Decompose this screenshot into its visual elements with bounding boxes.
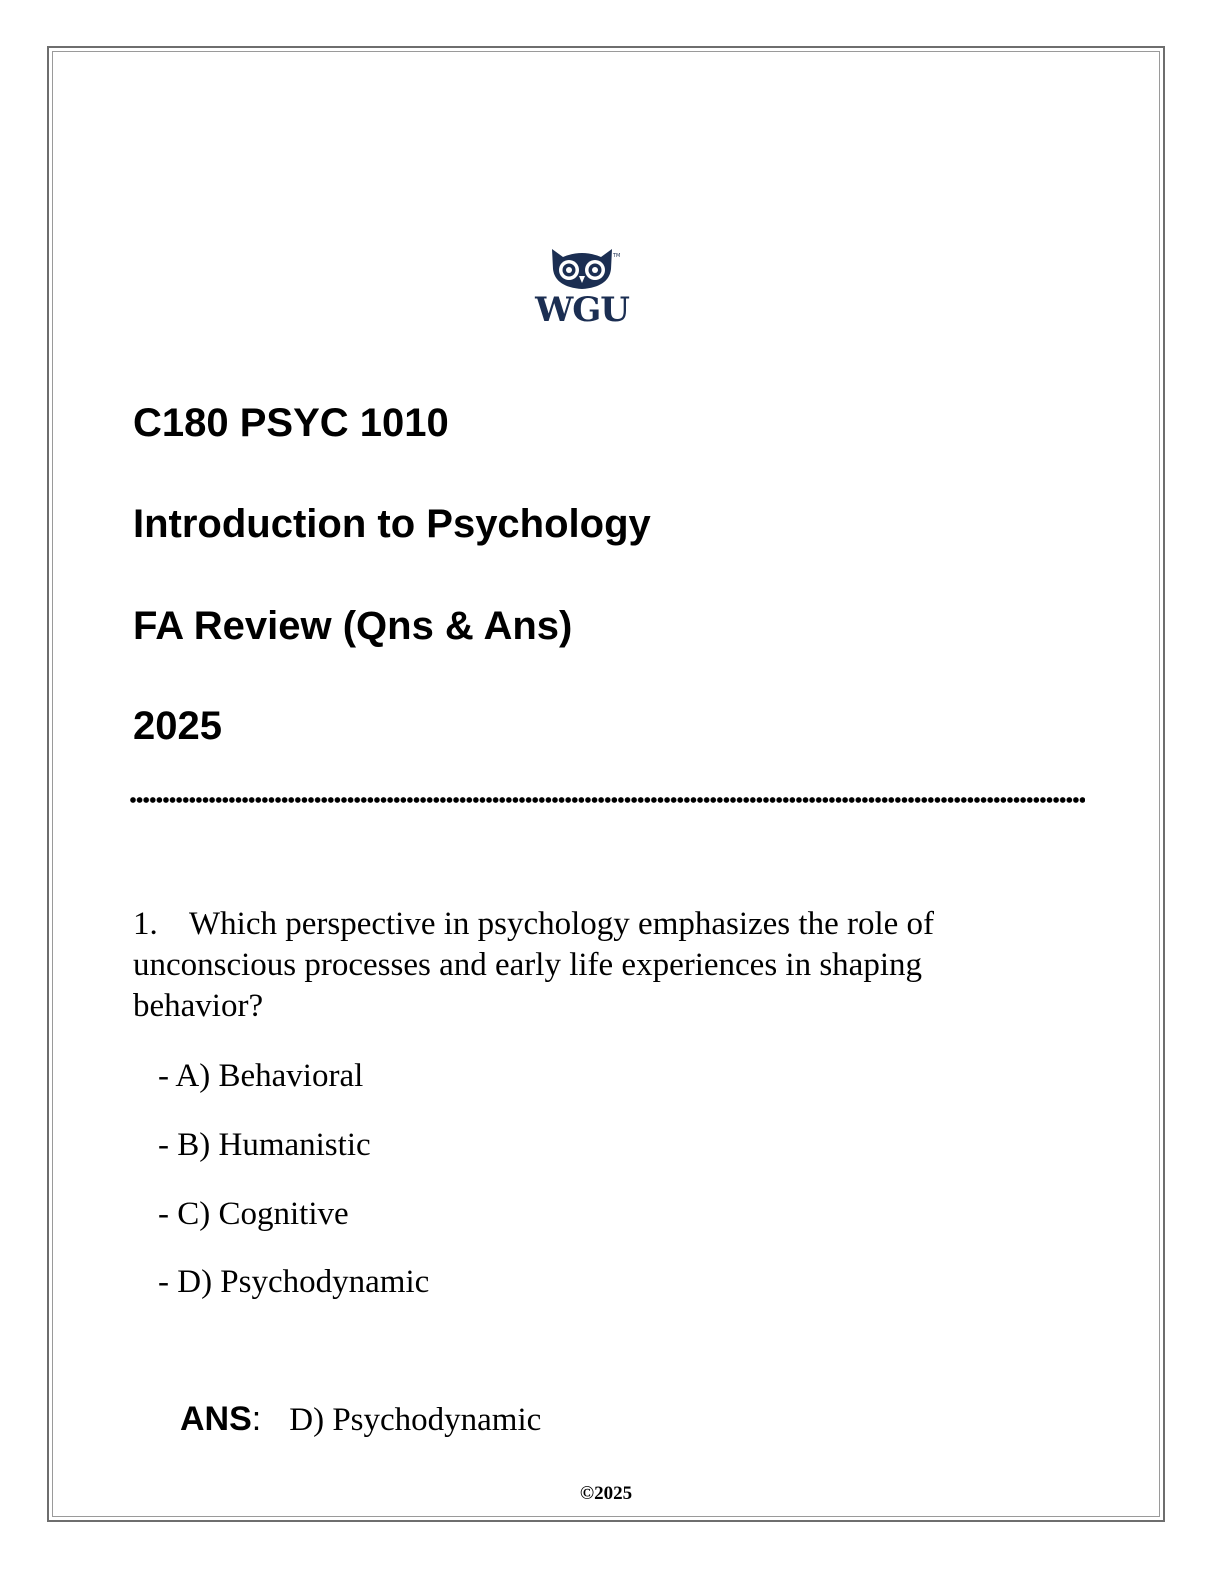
logo-wordmark: WGU (535, 290, 629, 330)
wgu-logo (525, 243, 639, 341)
question-text: Which perspective in psychology emphasizes the role of unconscious processes and early life experiences in shaping behavior? (133, 906, 935, 1024)
course-name: Introduction to Psychology (133, 502, 651, 546)
question-text-block (133, 904, 1033, 1027)
owl-icon (525, 243, 639, 293)
question-number: 1. (133, 906, 158, 942)
answer-line: ANS: D) Psychodynamic (180, 1400, 542, 1438)
course-code: C180 PSYC 1010 (133, 401, 449, 445)
document-year: 2025 (133, 704, 222, 748)
svg-text:TM: TM (613, 253, 621, 259)
option-d: - D) Psychodynamic (158, 1264, 430, 1300)
answer-label: ANS (180, 1400, 252, 1438)
option-a: - A) Behavioral (158, 1058, 364, 1094)
option-b: - B) Humanistic (158, 1127, 371, 1163)
answer-value: D) Psychodynamic (289, 1402, 542, 1438)
dotted-divider (130, 796, 1085, 804)
copyright-footer: ©2025 (579, 1483, 633, 1504)
document-type: FA Review (Qns & Ans) (133, 604, 573, 648)
option-c: - C) Cognitive (158, 1196, 349, 1232)
